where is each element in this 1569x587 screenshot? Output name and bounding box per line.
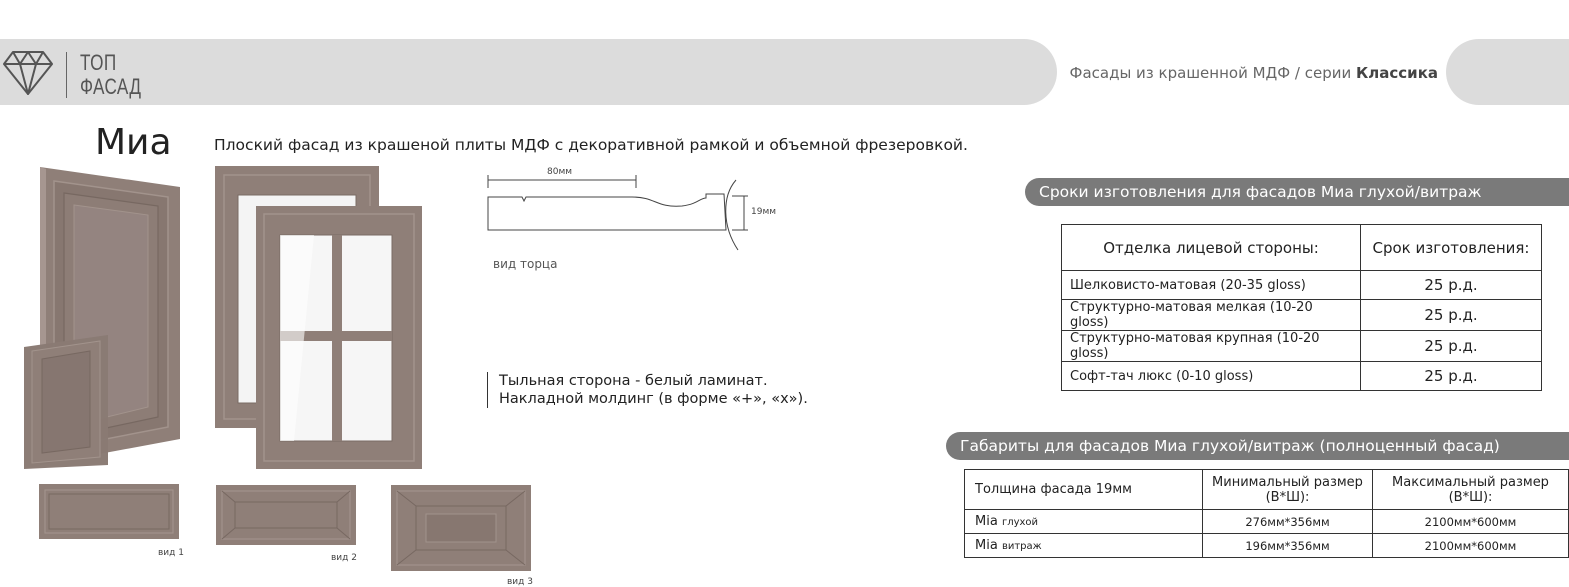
- variant-cell: [965, 534, 1203, 558]
- table-row: [965, 510, 1569, 534]
- col-min-header: Минимальный размер (В*Ш):: [1203, 470, 1373, 510]
- header-bar-right: [1446, 39, 1569, 105]
- back-note-line-2: Накладной молдинг (в форме «+», «х»).: [499, 391, 808, 407]
- finish-cell: Структурно-матовая крупная (10-20 gloss): [1062, 331, 1361, 362]
- max-size-cell: 2100мм*600мм: [1373, 534, 1569, 558]
- solid-door-image: [24, 165, 184, 470]
- production-table: [1061, 224, 1542, 391]
- dimensions-table: [964, 469, 1569, 558]
- table-header-row: [965, 470, 1569, 510]
- back-note-line-1: Тыльная сторона - белый ламинат.: [499, 373, 768, 389]
- profile-thickness-label: 19мм: [751, 207, 777, 217]
- table-row: [1062, 271, 1542, 300]
- profile-caption: вид торца: [493, 257, 558, 271]
- table-row: [1062, 362, 1542, 391]
- finish-cell: Шелковисто-матовая (20-35 gloss): [1062, 271, 1361, 300]
- max-size-cell: 2100мм*600мм: [1373, 510, 1569, 534]
- breadcrumb-prefix: Фасады из крашенной МДФ / серии: [1069, 64, 1352, 82]
- table-header-row: [1062, 225, 1542, 271]
- col-thickness-header: Толщина фасада 19мм: [965, 470, 1203, 510]
- drawer-view-2: [215, 484, 357, 546]
- diamond-logo-icon: [3, 50, 53, 96]
- breadcrumb: [1070, 64, 1438, 82]
- table-row: [1062, 300, 1542, 331]
- logo-line-2: ФАСАД: [80, 74, 142, 99]
- min-size-cell: 196мм*356мм: [1203, 534, 1373, 558]
- view-3-caption: вид 3: [507, 577, 533, 587]
- drawer-view-3: [390, 484, 532, 572]
- drawer-view-1: [38, 483, 180, 540]
- logo-line-1: ТОП: [80, 50, 117, 75]
- col-max-header: Максимальный размер (В*Ш):: [1373, 470, 1569, 510]
- back-side-note: [487, 372, 808, 408]
- profile-drawing: [486, 166, 786, 262]
- logo-text: [80, 51, 141, 99]
- col-time-header: Срок изготовления:: [1361, 225, 1542, 271]
- dimensions-heading: Габариты для фасадов Миа глухой/витраж (полноценный фасад): [946, 432, 1569, 460]
- time-cell: 25 р.д.: [1361, 362, 1542, 391]
- breadcrumb-series: Классика: [1356, 64, 1438, 82]
- variant-name: Mia: [975, 538, 998, 553]
- min-size-cell: 276мм*356мм: [1203, 510, 1373, 534]
- glass-door-image: [214, 165, 424, 471]
- profile-width-label: 80мм: [547, 167, 573, 177]
- col-finish-header: Отделка лицевой стороны:: [1062, 225, 1361, 271]
- time-cell: 25 р.д.: [1361, 300, 1542, 331]
- table-row: [1062, 331, 1542, 362]
- time-cell: 25 р.д.: [1361, 271, 1542, 300]
- table-row: [965, 534, 1569, 558]
- variant-cell: [965, 510, 1203, 534]
- logo-divider: [66, 52, 67, 98]
- production-heading: Сроки изготовления для фасадов Миа глухой/витраж: [1025, 178, 1569, 206]
- header-bar: [0, 39, 1057, 105]
- variant-type: витраж: [1001, 541, 1042, 552]
- variant-type: глухой: [1001, 517, 1039, 528]
- product-description: Плоский фасад из крашеной плиты МДФ с декоративной рамкой и объемной фрезеровкой.: [214, 136, 968, 154]
- variant-name: Mia: [975, 514, 998, 529]
- view-2-caption: вид 2: [331, 553, 357, 563]
- finish-cell: Структурно-матовая мелкая (10-20 gloss): [1062, 300, 1361, 331]
- finish-cell: Софт-тач люкс (0-10 gloss): [1062, 362, 1361, 391]
- page-title: Миа: [95, 122, 172, 163]
- view-1-caption: вид 1: [158, 548, 184, 558]
- time-cell: 25 р.д.: [1361, 331, 1542, 362]
